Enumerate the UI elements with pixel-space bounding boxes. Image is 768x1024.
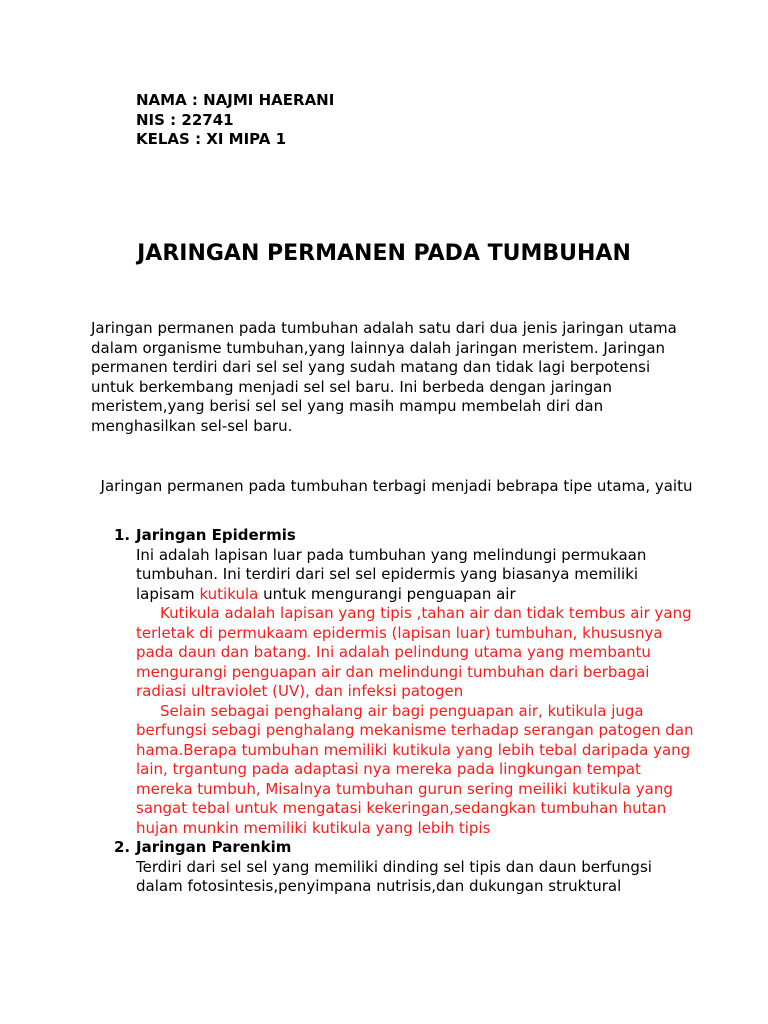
description-text-end: untuk mengurangi penguapan air — [258, 584, 516, 603]
cuticle-paragraph-1: Kutikula adalah lapisan yang tipis ,tahan air dan tidak tembus air yang terletak di permukaam epidermis (lapisan luar) tumbuhan, khususnya pada daun dan batang. Ini adalah pelindung utama yang membantu mengurangi penguapan air dan melindungi tumbuhan dari berbagai radiasi ultraviolet (UV), dan infeksi patogen — [136, 604, 692, 700]
epidermis-description — [136, 546, 696, 605]
list-item-parenkim — [114, 838, 696, 897]
student-identity — [136, 91, 334, 150]
student-name: NAMA : NAJMI HAERANI — [136, 91, 335, 109]
types-lead-text: Jaringan permanen pada tumbuhan terbagi menjadi bebrapa tipe utama, yaitu — [91, 477, 693, 495]
document-title: JARINGAN PERMANEN PADA TUMBUHAN — [137, 241, 631, 266]
highlight-term: kutikula — [199, 584, 259, 603]
list-item-epidermis — [114, 526, 696, 838]
cuticle-paragraph-2: Selain sebagai penghalang air bagi penguapan air, kutikula juga berfungsi sebagi penghalang mekanisme terhadap serangan patogen dan hama.Berapa tumbuhan memiliki kutikula yang lebih tebal daripada yang lain, trgantung pada adaptasi nya mereka pada lingkungan tempat mereka tumbuh, Misalnya tumbuhan gurun sering meiliki kutikula yang sangat tebal untuk mengatasi kekeringan,sedangkan tumbuhan hutan hujan munkin memiliki kutikula yang lebih tipis — [136, 701, 694, 837]
parenkim-description: Terdiri dari sel sel yang memiliki dinding sel tipis dan daun berfungsi dalam fotosintesis,penyimpana nutrisis,dan dukungan struktural — [136, 857, 652, 895]
student-nis: NIS : 22741 — [136, 110, 234, 129]
list-item-title: Jaringan Parenkim — [136, 838, 292, 856]
student-class: KELAS : XI MIPA 1 — [136, 130, 287, 148]
list-number: 2. — [114, 838, 131, 856]
list-number: 1. — [114, 526, 131, 544]
types-lead-paragraph — [91, 477, 691, 497]
list-item-title: Jaringan Epidermis — [136, 526, 296, 544]
description-text: Ini adalah lapisan luar pada tumbuhan yang melindungi permukaan tumbuhan. Ini terdiri dari sel sel epidermis yang biasanya memiliki lapisam — [136, 545, 647, 603]
intro-paragraph: Jaringan permanen pada tumbuhan adalah satu dari dua jenis jaringan utama dalam organisme tumbuhan,yang lainnya dalah jaringan meristem. Jaringan permanen terdiri dari sel sel yang sudah matang dan tidak lagi berpotensi untuk berkembang menjadi sel sel baru. Ini berbeda dengan jaringan meristem,yang berisi sel sel yang masih mampu membelah diri dan menghasilkan sel-sel baru. — [91, 319, 677, 435]
tissue-type-list — [114, 526, 696, 897]
